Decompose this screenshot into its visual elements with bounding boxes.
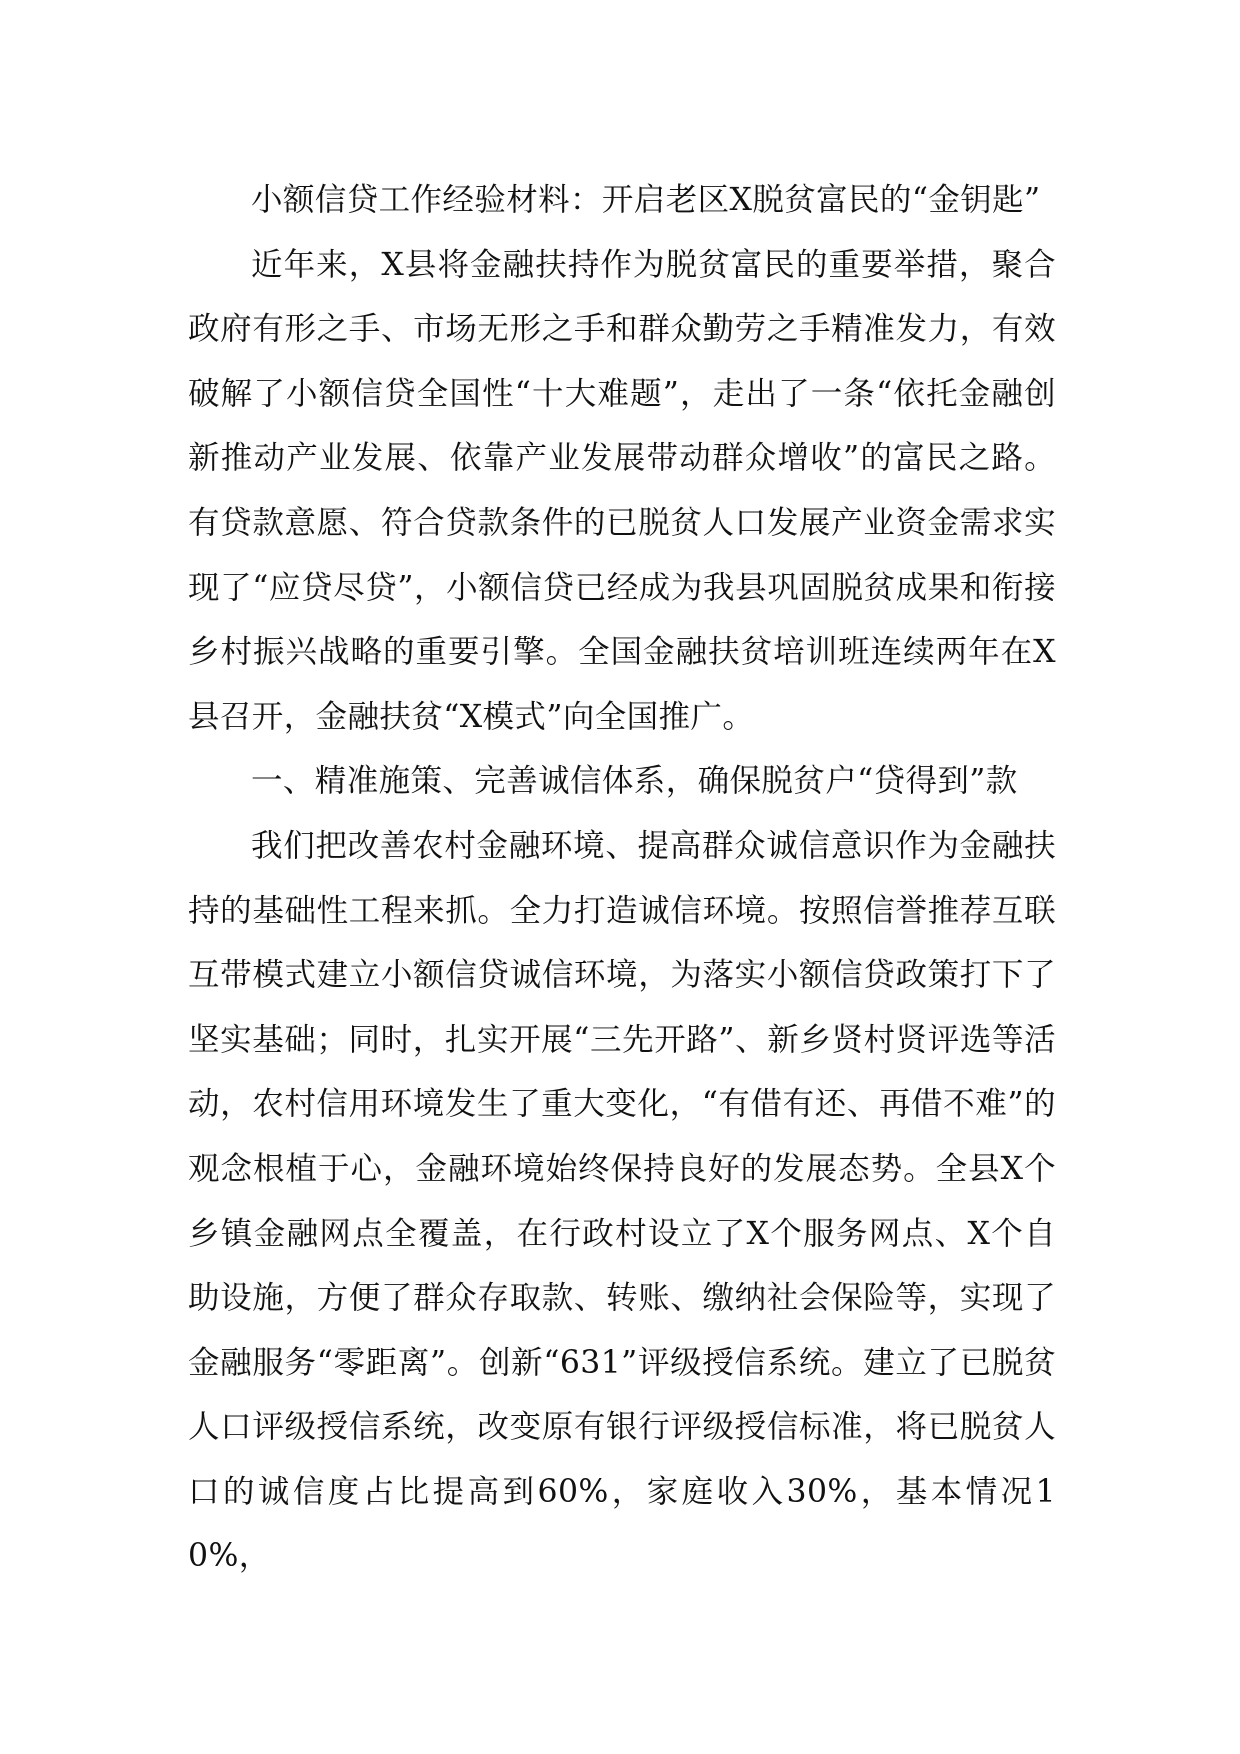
document-title: 小额信贷工作经验材料：开启老区X脱贫富民的“金钥匙”	[251, 182, 1041, 218]
document-body	[188, 168, 1056, 1589]
section-heading-1: 一、精准施策、完善诚信体系，确保脱贫户“贷得到”款	[251, 763, 1018, 800]
paragraph-intro: 近年来，X县将金融扶持作为脱贫富民的重要举措，聚合政府有形之手、市场无形之手和群众勤劳之手精准发力，有效破解了小额信贷全国性“十大难题”，走出了一条“依托金融创新推动产业发展、依靠产业发展带动群众增收”的富民之路。有贷款意愿、符合贷款条件的已脱贫人口发展产业资金需求实现了“应贷尽贷”，小额信贷已经成为我县巩固脱贫成果和衔接乡村振兴战略的重要引擎。全国金融扶贫培训班连续两年在X县召开，金融扶贫“X模式”向全国推广。	[188, 246, 1056, 735]
paragraph-section-1: 我们把改善农村金融环境、提高群众诚信意识作为金融扶持的基础性工程来抓。全力打造诚信环境。按照信誉推荐互联互带模式建立小额信贷诚信环境，为落实小额信贷政策打下了坚实基础；同时，扎实开展“三先开路”、新乡贤村贤评选等活动，农村信用环境发生了重大变化，“有借有还、再借不难”的观念根植于心，金融环境始终保持良好的发展态势。全县X个乡镇金融网点全覆盖，在行政村设立了X个服务网点、X个自助设施，方便了群众存取款、转账、缴纳社会保险等，实现了金融服务“零距离”。创新“631”评级授信系统。建立了已脱贫人口评级授信系统，改变原有银行评级授信标准，将已脱贫人口的诚信度占比提高到60%，家庭收入30%，基本情况10%，	[188, 827, 1056, 1575]
